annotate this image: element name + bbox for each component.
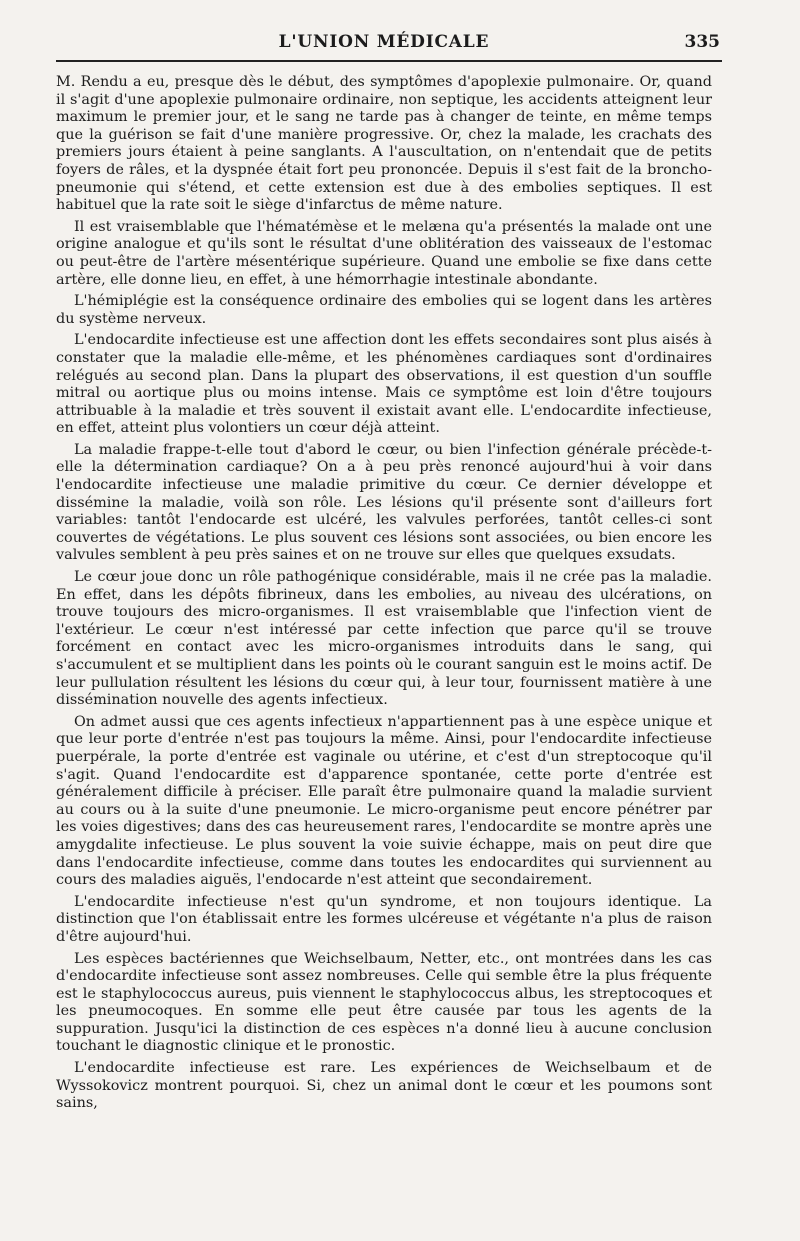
paragraph-3: L'hémiplégie est la conséquence ordinaire des embolies qui se logent dans les artères du système nerveux.	[56, 293, 712, 327]
paragraph-10: L'endocardite infectieuse est rare. Les expériences de Weichselbaum et de Wyssokovicz montrent pourquoi. Si, chez un animal dont le cœur et les poumons sont sains,	[56, 1060, 712, 1112]
paragraph-9: Les espèces bactériennes que Weichselbaum, Netter, etc., ont montrées dans les cas d'endocardite infectieuse sont assez nombreuses. Celle qui semble être la plus fréquente est le staphylococcus aureus, puis viennent le staphylococcus albus, les streptocoques et les pneumocoques. En somme elle peut être causée par tous les agents de la suppuration. Jusqu'ici la distinction de ces espèces n'a donné lieu à aucune conclusion touchant le diagnostic clinique et le pronostic.	[56, 950, 712, 1055]
paragraph-7: On admet aussi que ces agents infectieux n'appartiennent pas à une espèce unique et que leur porte d'entrée n'est pas toujours la même. Ainsi, pour l'endocardite infectieuse puerpérale, la porte d'entrée est vaginale ou utérine, et c'est d'un streptocoque qu'il s'agit. Quand l'endocardite est d'apparence spontanée, cette porte d'entrée est généralement difficile à préciser. Elle paraît être pulmonaire quand la maladie survient au cours ou à la suite d'une pneumonie. Le micro-organisme peut encore pénétrer par les voies digestives; dans des cas heureusement rares, l'endocardite se montre après une amygdalite infectieuse. Le plus souvent la voie suivie échappe, mais on peut dire que dans l'endocardite infectieuse, comme dans toutes les endocardites qui surviennent au cours des maladies aiguës, l'endocarde n'est atteint que secondairement.	[56, 713, 712, 889]
paragraph-2: Il est vraisemblable que l'hématémèse et le melæna qu'a présentés la malade ont une origine analogue et qu'ils sont le résultat d'une oblitération des vaisseaux de l'estomac ou peut-être de l'artère mésentérique supérieure. Quand une embolie se fixe dans cette artère, elle donne lieu, en effet, à une hémorrhagie intestinale abondante.	[56, 218, 712, 288]
article-body	[56, 74, 712, 1113]
running-header	[56, 30, 720, 60]
page-number: 335	[684, 32, 720, 52]
paragraph-1: M. Rendu a eu, presque dès le début, des symptômes d'apoplexie pulmonaire. Or, quand il s'agit d'une apoplexie pulmonaire ordinaire, non septique, les accidents atteignent leur maximum le premier jour, et le sang ne tarde pas à changer de teinte, en même temps que la guérison se fait d'une manière progressive. Or, chez la malade, les crachats des premiers jours étaient à peine sanglants. A l'auscultation, on n'entendait que de petits foyers de râles, et la dyspnée était fort peu prononcée. Depuis il s'est fait de la broncho-pneumonie qui s'étend, et cette extension est due à des embolies septiques. Il est habituel que la rate soit le siège d'infarctus de même nature.	[56, 74, 712, 214]
journal-title: L'UNION MÉDICALE	[278, 32, 490, 52]
header-rule	[56, 60, 722, 62]
document-page	[56, 30, 720, 1117]
paragraph-4: L'endocardite infectieuse est une affection dont les effets secondaires sont plus aisés à constater que la maladie elle-même, et les phénomènes cardiaques sont d'ordinaires relégués au second plan. Dans la plupart des observations, il est question d'un souffle mitral ou aortique plus ou moins intense. Mais ce symptôme est loin d'être toujours attribuable à la maladie et très souvent il existait avant elle. L'endocardite infectieuse, en effet, atteint plus volontiers un cœur déjà atteint.	[56, 332, 712, 437]
paragraph-5: La maladie frappe-t-elle tout d'abord le cœur, ou bien l'infection générale précède-t-elle la détermination cardiaque? On a à peu près renoncé aujourd'hui à voir dans l'endocardite infectieuse une maladie primitive du cœur. Ce dernier développe et dissémine la maladie, voilà son rôle. Les lésions qu'il présente sont d'ailleurs fort variables: tantôt l'endocarde est ulcéré, les valvules perforées, tantôt celles-ci sont couvertes de végétations. Le plus souvent ces lésions sont associées, ou bien encore les valvules semblent à peu près saines et on ne trouve sur elles que quelques exsudats.	[56, 441, 712, 564]
paragraph-6: Le cœur joue donc un rôle pathogénique considérable, mais il ne crée pas la maladie. En effet, dans les dépôts fibrineux, dans les embolies, au niveau des ulcérations, on trouve toujours des micro-organismes. Il est vraisemblable que l'infection vient de l'extérieur. Le cœur n'est intéressé par cette infection que parce qu'il se trouve forcément en contact avec les micro-organismes introduits dans le sang, qui s'accumulent et se multiplient dans les points où le courant sanguin est le moins actif. De leur pullulation résultent les lésions du cœur qui, à leur tour, fournissent matière à une dissémination nouvelle des agents infectieux.	[56, 569, 712, 709]
paragraph-8: L'endocardite infectieuse n'est qu'un syndrome, et non toujours identique. La distinction que l'on établissait entre les formes ulcéreuse et végétante n'a plus de raison d'être aujourd'hui.	[56, 893, 712, 945]
